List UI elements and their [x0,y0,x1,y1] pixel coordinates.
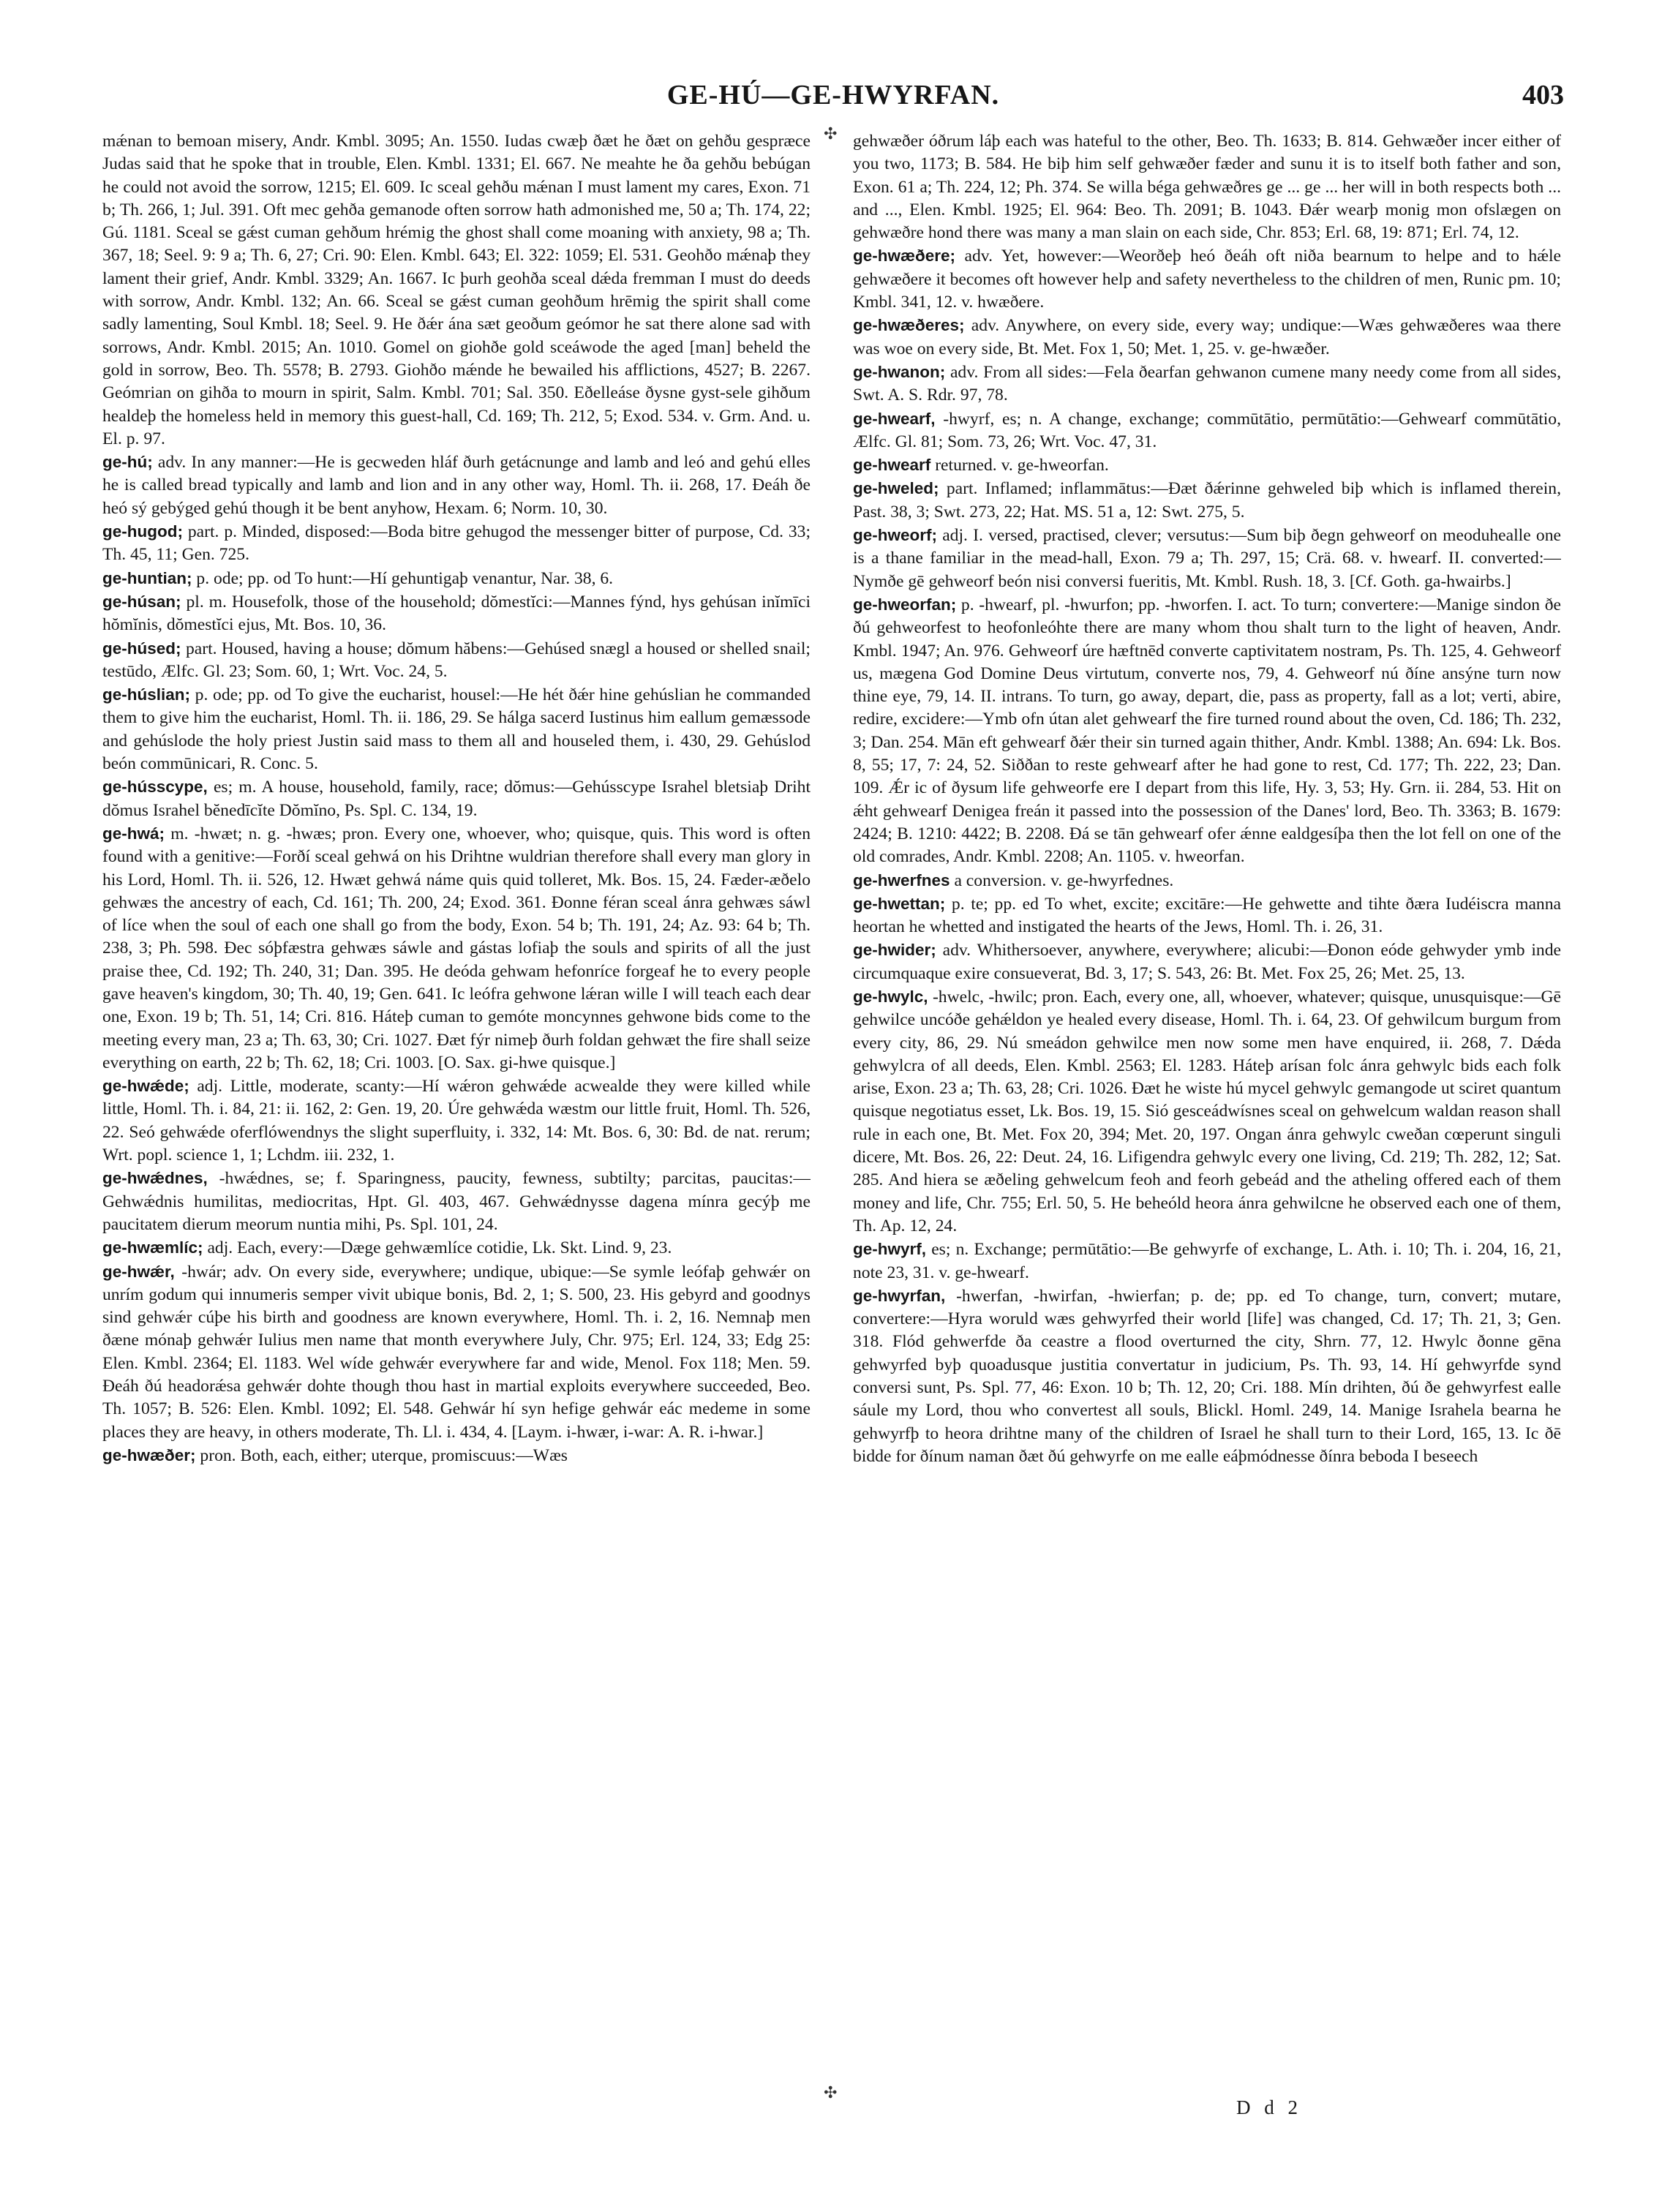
entry-text: -hwyrf, es; n. A change, exchange; commūtātio, permūtātio:—Gehwearf commūtātio, Ælfc. Gl. 81; Som. 73, 26; Wrt. Voc. 47, 31. [853,409,1561,451]
entry-text: adv. Whithersoever, anywhere, everywhere; alicubi:—Ðonon eóde gehwyder ymb inde circumquaque exire consueverat, Bd. 3, 17; S. 543, 26: Bt. Met. Fox 25, 26; Met. 25, 13. [853,941,1561,983]
dictionary-entry [102,451,811,520]
entry-text: part. Housed, having a house; dŏmum hăbens:—Gehúsed snægl a housed or shelled snail; testūdo, Ælfc. Gl. 23; Som. 60, 1; Wrt. Voc. 24, 5. [102,639,811,681]
entry-text: pron. Both, each, either; uterque, promiscuus:—Wæs [200,1445,568,1465]
dictionary-entry [102,1444,811,1467]
dictionary-entry [853,938,1561,985]
dictionary-entry [853,1284,1561,1468]
entry-text: adv. Yet, however:—Weorðeþ heó ðeáh oft niða bearnum to helpe and to hǽle gehwæðere it becomes oft however help and safety nevertheless to the children of men, Runic pm. 10; Kmbl. 341, 12. v. hwæðere. [853,247,1561,312]
headword: ge-huntian; [102,568,192,587]
headword: ge-hwæmlíc; [102,1238,203,1257]
entry-text: p. -hwearf, pl. -hwurfon; pp. -hworfen. I. act. To turn; convertere:—Manige sindon ðe ðú gehweorfest to heofonleóhte there are many whom thou shalt turn to the light of heaven, Andr. Kmbl. 1947; An. 976. Gehweorf úre hæftnēd converte captivitatem nostram, Ps. Th. 125, 4. Gehweorf us, mægena God Domine Deus virtutum, converte nos, 79, 4. Gehweorf nú ðíne ansýne turn now thine eye, 79, 14. II. intrans. To turn, go away, depart, die, pass as property, fall as a lot; verti, abire, redire, excidere:—Ymb ofn útan alet gehwearf the fire turned round about the oven, Cd. 186; Th. 232, 3; Dan. 254. Mān eft gehwearf ðǽr their sin turned again thither, Andr. Kmbl. 1388; An. 694: Lk. Bos. 8, 55; 17, 7: 24, 52. Siððan to reste gehwearf after he had gone to rest, Cd. 177; Th. 222, 23; Dan. 109. Ǽr ic of ðysum life gehweorfe ere I depart from this life, Hy. 3, 53; Hy. Grn. ii. 284, 53. Hit on ǽht gehwearf Denigea freán it passed into the possession of the Danes' lord, Beo. Th. 3363; B. 1679: 2424; B. 1210: 4422; B. 2208. Ðá se tān gehwearf ofer ǽnne ealdgesíþa then the lot fell on one of the old comrades, Andr. Kmbl. 2208; An. 1105. v. hweorfan. [853,595,1561,867]
entry-text: gehwæðer óðrum láþ each was hateful to the other, Beo. Th. 1633; B. 814. Gehwæðer incer either of you two, 1173; B. 584. He biþ him self gehwæðer fæder and sunu it is to itself both father and son, Exon. 61 a; Th. 224, 12; Ph. 374. Se willa béga gehwæðres ge ... ge ... her will in both respects both ... and ..., Elen. Kmbl. 1925; El. 964: Beo. Th. 2091; B. 1043. Ðǽr wearþ monig mon ofslægen on gehwæðre hond there was many a man slain on each side, Chr. 853; Erl. 68, 19: 871; Erl. 74, 12. [853,132,1561,243]
entry-text: adv. From all sides:—Fela ðearfan gehwanon cumene many needy come from all sides, Swt. A. S. Rdr. 97, 78. [853,362,1561,405]
dictionary-entry [853,869,1561,892]
entry-text: -hwár; adv. On every side, everywhere; undique, ubique:—Se symle leófaþ gehwǽr on unrím godum qui innumeris semper vivit ubique bonis, Bd. 2, 1; S. 500, 23. His gebyrd and goodnys sind gehwǽr cúþe his birth and goodness are known everywhere, Homl. Th. i. 2, 16. Nemnaþ men ðæne mónaþ gehwǽr Iulius men name that month everywhere July, Chr. 975; Erl. 124, 33; Edg 25: Elen. Kmbl. 2364; El. 1183. Wel wíde gehwǽr everywhere far and wide, Menol. Fox 118; Men. 59. Ðeáh ðú headorǽsa gehwǽr dohte though thou hast in martial exploits everywhere succeeded, Beo. Th. 1057; B. 526: Elen. Kmbl. 1092; El. 548. Gehwár hí syn hefige gehwár eác medeme in some places they are heavy, in others moderate, Th. Ll. i. 434, 4. [Laym. i-hwær, i-war: A. R. i-hwar.] [102,1262,811,1442]
right-column [853,130,1561,2091]
headword: ge-hweorfan; [853,595,957,614]
entry-text: adj. Little, moderate, scanty:—Hí wǽron gehwǽde acwealde they were killed while little, Homl. Th. i. 84, 21: ii. 162, 2: Gen. 19, 20. Úre gehwǽda wæstm our little fruit, Homl. Th. 526, 22. Seó gehwǽde oferflówendnys the slight superfluity, i. 332, 14: Mt. Bos. 6, 30: Bd. de nat. rerum; Wrt. popl. science 1, 1; Lchdm. iii. 232, 1. [102,1077,811,1165]
entry-text: p. ode; pp. od To give the eucharist, housel:—He hét ðǽr hine gehúslian he commanded them to give him the eucharist, Homl. Th. ii. 186, 29. Se hálga sacerd Iustinus him eallum gemæssode and gehúslode the holy priest Justin said mass to them all and houseled them, i. 430, 29. Gehúslod beón commūnicari, R. Conc. 5. [102,685,811,774]
entry-text: adv. In any manner:—He is gecweden hláf ðurh getácnunge and lamb and leó and gehú elles he is called bread typically and lamb and lion and in any other way, Homl. Th. ii. 268, 17. Ðeáh ðe heó sý gebýged gehú though it be bent anyhow, Hexam. 6; Norm. 10, 30. [102,453,811,518]
dictionary-entry [102,1260,811,1444]
entry-text: adj. I. versed, practised, clever; versutus:—Sum biþ ðegn gehweorf on meoduhealle one is a thane familiar in the mead-hall, Exon. 79 a; Th. 297, 15; Crä. 68. v. hwearf. II. converted:—Nymðe gē gehweorf beón nisi conversi fueritis, Mt. Kmbl. Rush. 18, 3. [Cf. Goth. ga-hwairbs.] [853,526,1561,591]
dictionary-entry [102,1236,811,1260]
dictionary-entry [853,892,1561,939]
page-number: 403 [1522,80,1564,110]
entry-text: returned. v. ge-hweorfan. [935,456,1109,475]
dictionary-entry [853,1238,1561,1284]
dictionary-entry [102,567,811,590]
entry-text: a conversion. v. ge-hwyrfednes. [954,870,1174,890]
headword: ge-hwylc, [853,987,928,1006]
headword: ge-hwearf [853,456,931,475]
signature-mark: D d 2 [1236,2096,1302,2118]
entry-text: -hwǽdnes, se; f. Sparingness, paucity, fewness, subtilty; parcitas, paucitas:—Gehwǽdnis humilitas, mediocritas, Hpt. Gl. 403, 467. Gehwǽdnysse dagena mínra gecýþ me paucitatem dierum meorum nuntia mihi, Ps. Spl. 101, 24. [102,1169,811,1234]
dictionary-entry [102,590,811,637]
dictionary-entry [102,1075,811,1167]
headword: ge-hwæðer; [102,1445,196,1464]
entry-text: es; n. Exchange; permūtātio:—Be gehwyrfe of exchange, L. Ath. i. 10; Th. i. 204, 16, 21, note 23, 31. v. ge-hwearf. [853,1240,1561,1282]
dictionary-entry [853,454,1561,477]
headword: ge-húsan; [102,592,181,611]
dictionary-entry [853,244,1561,314]
entry-text: -hwelc, -hwilc; pron. Each, every one, all, whoever, whatever; quisque, unusquisque:—Gē gehwilce uncóðe gehǽldon ye healed every disease, Homl. Th. i. 64, 23. Of gehwilcum burgum from every city, 86, 29. Nú smeádon gehwilce men now some men have enquired, ii. 268, 7. Dǽda gehwylcra of all deeds, Elen. Kmbl. 2563; El. 1283. Háteþ arísan folc ánra gehwylc bids each folk arise, Exon. 23 a; Th. 63, 28; Cri. 1026. Ðæt he wiste hú mycel gehwylc gemangode ut sciret quantum quisque negotiatus esset, Lk. Bos. 19, 15. Sió gesceádwísnes sceal on gehwelcum waldan reason shall rule in each one, Bt. Met. Fox 20, 394; Met. 20, 197. Ongan ánra gehwylc cweðan cœperunt singuli dicere, Mt. Bos. 26, 22: Deut. 24, 16. Lifigendra gehwylc every one living, Cd. 219; Th. 282, 12; Sat. 285. And hiera se æðeling gehwelcum feoh and feorh gebeád and the atheling offered each of them money and life, Chr. 755; Erl. 50, 5. He beheóld heora ánra gehwilcne he observed each one of them, Th. Ap. 12, 24. [853,987,1561,1235]
entry-text: p. ode; pp. od To hunt:—Hí gehuntigaþ venantur, Nar. 38, 6. [196,568,614,588]
dictionary-entry [853,407,1561,454]
dictionary-entry [853,985,1561,1238]
dictionary-entry [853,477,1561,524]
headword: ge-hwǽdnes, [102,1169,208,1188]
headword: ge-hwyrfan, [853,1286,946,1305]
entry-text: part. p. Minded, disposed:—Boda bitre gehugod the messenger bitter of purpose, Cd. 33; Th. 45, 11; Gen. 725. [102,522,811,565]
dictionary-entry [102,775,811,822]
entry-text: pl. m. Housefolk, those of the household; dŏmestĭci:—Mannes fýnd, hys gehúsan inĭmīci hŏmĭnis, dŏmestĭci ejus, Mt. Bos. 10, 36. [102,592,811,635]
dictionary-entry [102,822,811,1075]
page-header [102,79,1564,120]
entry-text: adv. Anywhere, on every side, every way; undique:—Wæs gehwæðeres waa there was woe on every side, Bt. Met. Fox 1, 50; Met. 1, 25. v. ge-hwæðer. [853,316,1561,358]
headword: ge-hwæðeres; [853,316,965,335]
headword: ge-hugod; [102,522,183,541]
headword: ge-hwæðere; [853,247,956,266]
entry-text: p. te; pp. ed To whet, excite; excitāre:—He gehwette and tihte ðæra Iudéiscra manna heortan he whetted and instigated the hearts of the Jews, Homl. Th. i. 26, 31. [853,894,1561,937]
entry-text: part. Inflamed; inflammātus:—Ðæt ðǽrinne gehweled biþ which is inflamed therein, Past. 38, 3; Swt. 273, 22; Hat. MS. 51 a, 12: Swt. 275, 5. [853,479,1561,522]
dictionary-entry [102,683,811,775]
entry-text: adj. Each, every:—Dæge gehwæmlíce cotidie, Lk. Skt. Lind. 9, 23. [207,1238,672,1258]
headword: ge-hwerfnes [853,870,950,889]
entry-text: mǽnan to bemoan misery, Andr. Kmbl. 3095; An. 1550. Iudas cwæþ ðæt he ðæt on gehðu gespræce Judas said that he spoke that in trouble, Elen. Kmbl. 1331; El. 667. Ne meahte he ða gehðu bebúgan he could not avoid the sorrow, 1215; El. 609. Ic sceal gehðu mǽnan I must lament my cares, Exon. 71 b; Th. 266, 1; Jul. 391. Oft mec gehða gemanode often sorrow hath admonished me, 50 a; Th. 174, 22; Gú. 1181. Sceal se gǽst cuman gehðum hrémig the ghost shall come moaning with anxiety, 98 a; Th. 367, 18; Seel. 9: 9 a; Th. 6, 27; Cri. 90: Elen. Kmbl. 643; El. 322: 1059; El. 531. Geohðo mǽnaþ they lament their grief, Andr. Kmbl. 3329; An. 1667. Ic þurh geohða sceal dǽda fremman I must do deeds with sorrow, Andr. Kmbl. 132; An. 66. Sceal se gǽst cuman geohðum hrēmig the spirit shall come sadly lamenting, Soul Kmbl. 18; Seel. 9. He ðǽr ána sæt geoðum geómor he sat there alone sad with sorrows, Andr. Kmbl. 2015; An. 1010. Gomel on giohðe gold sceáwode the aged [man] beheld the gold in sorrow, Beo. Th. 5578; B. 2793. Giohðo mǽnde he bewailed his afflictions, 4527; B. 2267. Geómrian on gihða to mourn in spirit, Salm. Kmbl. 701; Sal. 350. Eðelleáse ðysne gyst-sele gihðum healdeþ the homeless held in memory this guest-hall, Cd. 169; Th. 212, 5; Exod. 534. v. Grm. And. u. El. p. 97. [102,132,811,448]
entry-text: -hwerfan, -hwirfan, -hwierfan; p. de; pp. ed To change, turn, convert; mutare, convertere:—Hyra woruld wæs gehwyrfed their world [life] was changed, Cd. 17; Th. 21, 3; Gen. 318. Flód gehwerfde ða ceastre a flood overturned the city, Shrn. 77, 12. Hwylc ðonne gēna gehwyrfed byþ quoadusque justitia convertatur in judicium, Ps. Th. 93, 14. Hí gehwyrfde synd conversi sunt, Ps. Spl. 77, 46: Exon. 10 b; Th. 12, 20; Cri. 188. Mín drihten, ðú ðe gehwyrfest ealle sáule my Lord, thou who convertest all souls, Blickl. Homl. 249, 14. Manige Israhela bearna he gehwyrfþ to heora drihtne many of the children of Israel he shall turn to their Lord, 165, 13. Ic ðē bidde for ðínum naman ðæt ðú gehwyrfe on me ealle eáþmódnesse ðínra beboda I beseech [853,1286,1561,1466]
left-column [102,130,811,2091]
headword: ge-hússcype, [102,778,208,797]
headword: ge-hwanon; [853,362,946,381]
dictionary-entry [102,520,811,567]
dictionary-entry [853,130,1561,244]
headword: ge-húsed; [102,639,181,658]
headword: ge-hwearf, [853,409,936,428]
dictionary-entry [853,593,1561,869]
headword: ge-húslian; [102,685,191,704]
gutter-ornament-icon: ✣ [824,124,838,143]
headword: ge-hweled; [853,479,939,498]
dictionary-entry [853,314,1561,361]
dictionary-entry [853,361,1561,407]
headword: ge-hú; [102,453,153,472]
dictionary-entry [102,130,811,451]
dictionary-entry [102,637,811,684]
headword: ge-hwá; [102,824,165,843]
headword: ge-hwider; [853,941,936,960]
headword: ge-hwǽde; [102,1077,189,1096]
gutter-ornament-icon: ✣ [824,2083,838,2102]
dictionary-entry [102,1167,811,1236]
entry-text: es; m. A house, household, family, race; dŏmus:—Gehússcype Israhel bletsiaþ Driht dŏmus Israhel bĕnedīcĭte Dŏmĭno, Ps. Spl. C. 134, 19. [102,778,811,820]
headword: ge-hwyrf, [853,1240,927,1259]
headword: ge-hwettan; [853,894,946,913]
entry-text: m. -hwæt; n. g. -hwæs; pron. Every one, whoever, who; quisque, quis. This word is often found with a genitive:—Forðí sceal gehwá on his Drihtne wuldrian therefore shall every man glory in his Lord, Homl. Th. ii. 526, 12. Hwæt gehwá náme quis quid tolleret, Mk. Bos. 15, 24. Fæder-æðelo gehwæs the ancestry of each, Cd. 161; Th. 200, 24; Exod. 361. Ðonne féran sceal ánra gehwæs sáwl of líce when the soul of each one shall go from the body, Exon. 54 b; Th. 191, 24; Az. 93: 64 b; Th. 238, 3; Ph. 598. Ðec sóþfæstra gehwæs sáwle and gástas lofiaþ the souls and spirits of all the just praise thee, Cd. 192; Th. 240, 31; Dan. 395. He deóda gehwam hefonríce forgeaf he to every people gave heaven's kingdom, 30; Th. 40, 19; Gen. 641. Ic leófra gehwone lǽran wille I will teach each dear one, Exon. 19 b; Th. 51, 14; Cri. 816. Háteþ cuman to gemóte moncynnes gehwone bids come to the meeting every man, 23 a; Th. 63, 30; Cri. 1027. Ðæt fýr nimeþ ðurh foldan gehwæt the fire shall seize everything on earth, 22 b; Th. 62, 18; Cri. 1003. [O. Sax. gi-hwe quisque.] [102,824,811,1072]
headword: ge-hwǽr, [102,1262,175,1281]
running-head: GE-HÚ—GE-HWYRFAN. [666,80,1000,110]
dictionary-entry [853,524,1561,593]
headword: ge-hweorf; [853,526,937,545]
